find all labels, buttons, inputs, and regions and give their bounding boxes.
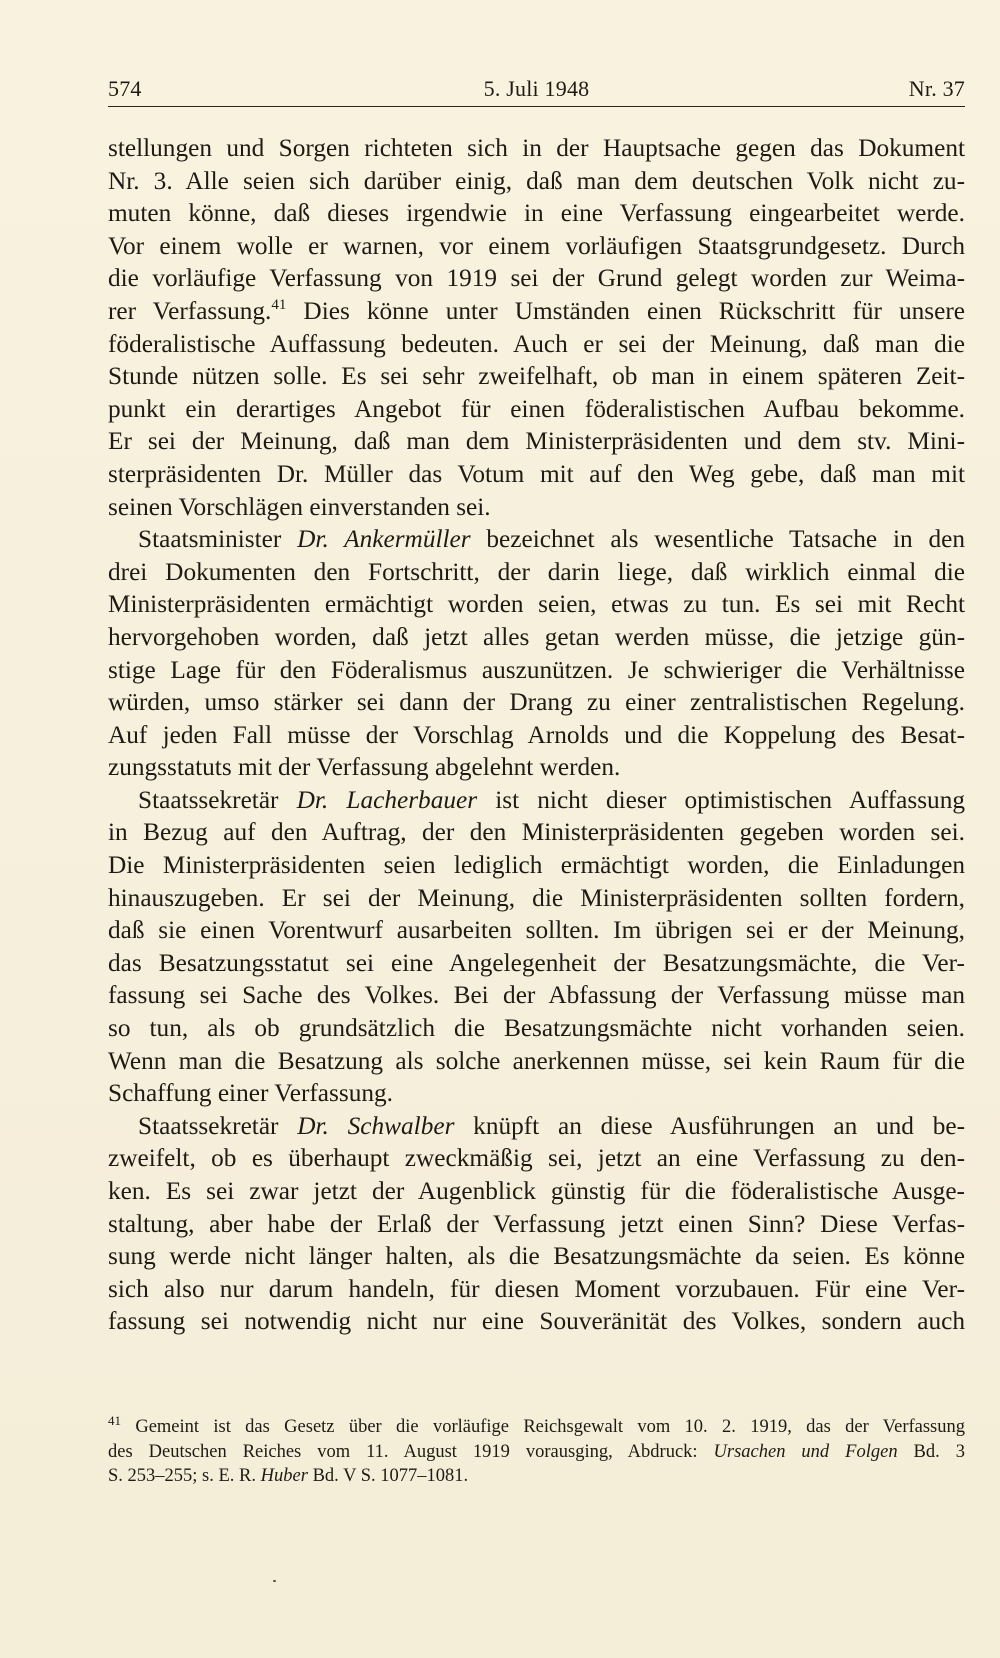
text-segment: Dies könne unter Umständen einen Rückschritt für unsere — [286, 296, 965, 325]
text-line: stige Lage für den Föderalismus auszunützen. Je schwieriger die Verhältnisse — [108, 655, 965, 684]
text-line: die vorläufige Verfassung von 1919 sei der Grund gelegt worden zur Weima- — [108, 264, 965, 293]
main-text — [108, 132, 965, 1338]
footnote-41 — [108, 1415, 965, 1489]
text-segment: Staatssekretär — [138, 1111, 298, 1140]
text-line: muten könne, daß dieses irgendwie in eine Verfassung eingearbeitet werde. — [108, 199, 965, 228]
text-line: das Besatzungsstatut sei eine Angelegenheit der Besatzungsmächte, die Ver- — [108, 948, 965, 977]
text-line — [108, 784, 965, 817]
text-line: sung werde nicht länger halten, als die Besatzungsmächte da seien. Es könne — [108, 1242, 965, 1271]
text-line: Die Ministerpräsidenten seien lediglich ermächtigt worden, die Einladungen — [108, 851, 965, 880]
text-segment: rer Verfassung. — [108, 296, 272, 325]
footnote-reference[interactable]: 41 — [271, 296, 287, 313]
footnote-marker: 41 — [108, 1413, 121, 1428]
text-line: seinen Vorschlägen einverstanden sei. — [108, 492, 491, 521]
paragraph-3 — [108, 784, 965, 1110]
text-line: in Bezug auf den Auftrag, der den Ministerpräsidenten gegeben worden sei. — [108, 818, 965, 847]
document-number: Nr. 37 — [908, 76, 965, 101]
text-line: ken. Es sei zwar jetzt der Augenblick günstig für die föderalistische Ausge- — [108, 1177, 965, 1205]
text-line: Schaffung einer Verfassung. — [108, 1079, 393, 1108]
text-segment: Bd. V S. 1077–1081. — [307, 1466, 469, 1486]
text-line: föderalistische Auffassung bedeuten. Auch er sei der Meinung, daß man die — [108, 329, 965, 358]
text-line: hervorgehoben worden, daß jetzt alles getan werden müsse, die jetzige gün- — [108, 622, 965, 651]
text-segment: Staatsminister — [138, 525, 298, 554]
text-line — [108, 295, 965, 328]
text-line: Stunde nützen solle. Es sei sehr zweifelhaft, ob man in einem späteren Zeit- — [108, 362, 965, 391]
text-segment: Bd. 3 — [897, 1441, 965, 1462]
text-line: stellungen und Sorgen richteten sich in der Hauptsache gegen das Dokument — [108, 134, 965, 162]
text-line: Wenn man die Besatzung als solche anerkennen müsse, sei kein Raum für die — [108, 1046, 965, 1075]
book-title: Ursachen und Folgen — [713, 1441, 898, 1462]
person-name: Huber — [260, 1466, 308, 1486]
text-line: so tun, als ob grundsätzlich die Besatzungsmächte nicht vorhanden seien. — [108, 1014, 965, 1043]
paper-speck — [273, 1580, 276, 1582]
text-line: fassung sei notwendig nicht nur eine Souveränität des Volkes, sondern auch — [108, 1307, 965, 1336]
text-line: Nr. 3. Alle seien sich darüber einig, daß man dem deutschen Volk nicht zu- — [108, 166, 965, 195]
header-rule — [108, 106, 965, 107]
text-line: würden, umso stärker sei dann der Drang zu einer zentralistischen Regelung. — [108, 688, 965, 717]
paragraph-2 — [108, 523, 965, 784]
header-date: 5. Juli 1948 — [483, 76, 590, 101]
text-line — [108, 1110, 965, 1143]
text-segment: knüpft an diese Ausführungen an und be- — [454, 1111, 965, 1140]
text-line: fassung sei Sache des Volkes. Bei der Abfassung der Verfassung müsse man — [108, 981, 965, 1010]
text-line: Vor einem wolle er warnen, vor einem vorläufigen Staatsgrundgesetz. Durch — [108, 231, 965, 260]
footnote-line — [108, 1415, 965, 1440]
text-line: Er sei der Meinung, daß man dem Ministerpräsidenten und dem stv. Mini- — [108, 427, 965, 456]
person-name: Dr. Schwalber — [297, 1111, 455, 1140]
text-line: daß sie einen Vorentwurf ausarbeiten sollten. Im übrigen sei er der Meinung, — [108, 916, 965, 945]
text-line: staltung, aber habe der Erlaß der Verfassung jetzt einen Sinn? Diese Verfas- — [108, 1209, 965, 1238]
person-name: Dr. Ankermüller — [297, 525, 471, 554]
text-segment: bezeichnet als wesentliche Tatsache in den — [470, 525, 965, 554]
paragraph-1 — [108, 132, 965, 523]
text-line: drei Dokumenten den Fortschritt, der darin liege, daß wirklich einmal die — [108, 557, 965, 586]
text-line: zweifelt, ob es überhaupt zweckmäßig sei, jetzt an eine Verfassung zu den- — [108, 1144, 965, 1173]
running-header — [108, 70, 965, 110]
text-segment: ist nicht dieser optimistischen Auffassung — [477, 785, 965, 814]
text-line: hinauszugeben. Er sei der Meinung, die Ministerpräsidenten sollten fordern, — [108, 883, 965, 912]
text-line: sterpräsidenten Dr. Müller das Votum mit auf den Weg gebe, daß man mit — [108, 459, 965, 488]
text-segment: Gemeint ist das Gesetz über die vorläufige Reichsgewalt vom 10. 2. 1919, das der Verfassung — [121, 1417, 965, 1437]
text-line: Ministerpräsidenten ermächtigt worden seien, etwas zu tun. Es sei mit Recht — [108, 590, 965, 619]
text-segment: des Deutschen Reiches vom 11. August 1919 vorausging, Abdruck: — [108, 1441, 714, 1462]
footnote-line — [108, 1464, 965, 1489]
text-segment: S. 253–255; s. E. R. — [108, 1466, 261, 1486]
text-segment: Staatssekretär — [138, 785, 297, 814]
text-line: Auf jeden Fall müsse der Vorschlag Arnolds und die Koppelung des Besat- — [108, 720, 965, 749]
text-line: sich also nur darum handeln, für diesen Moment vorzubauen. Für eine Ver- — [108, 1274, 965, 1303]
text-line: zungsstatuts mit der Verfassung abgelehnt werden. — [108, 753, 621, 782]
page-number: 574 — [108, 76, 142, 101]
paragraph-4 — [108, 1110, 965, 1338]
text-line — [108, 523, 965, 556]
person-name: Dr. Lacherbauer — [296, 785, 478, 814]
footnote-line — [108, 1440, 965, 1465]
text-line: punkt ein derartiges Angebot für einen föderalistischen Aufbau bekomme. — [108, 394, 965, 423]
